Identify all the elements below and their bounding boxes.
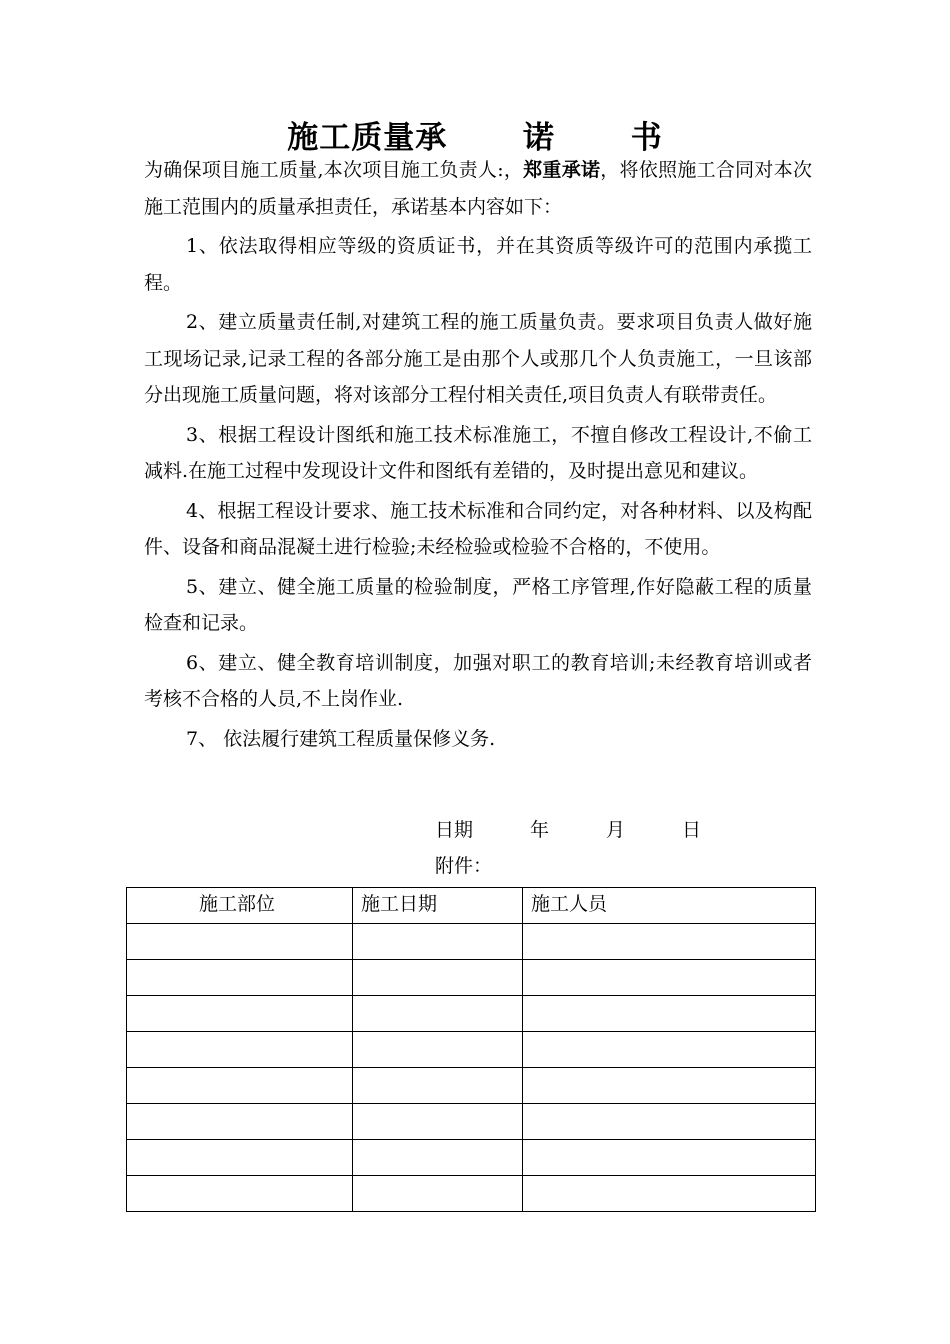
- table-row: [127, 996, 816, 1032]
- table-header-cell: 施工部位: [127, 888, 353, 924]
- table-cell[interactable]: [523, 1032, 816, 1068]
- table-row: [127, 1068, 816, 1104]
- commitment-item-6: 6、建立、健全教育培训制度，加强对职工的教育培训;未经教育培训或者考核不合格的人员,不上岗作业.: [144, 651, 812, 710]
- table-cell[interactable]: [127, 996, 353, 1032]
- table-cell[interactable]: [353, 996, 523, 1032]
- table-cell[interactable]: [127, 1068, 353, 1104]
- intro-paragraph: [144, 152, 812, 225]
- table-cell[interactable]: [353, 1104, 523, 1140]
- table-cell[interactable]: [523, 924, 816, 960]
- table-cell[interactable]: [127, 924, 353, 960]
- table-cell[interactable]: [127, 1140, 353, 1176]
- table-row: [127, 960, 816, 996]
- table-row: [127, 1176, 816, 1212]
- construction-record-table: [126, 887, 816, 1212]
- table-row: [127, 924, 816, 960]
- date-line: 日期 年 月 日: [435, 819, 702, 841]
- table-cell[interactable]: [127, 1176, 353, 1212]
- commitment-item-5: 5、建立、健全施工质量的检验制度，严格工序管理,作好隐蔽工程的质量检查和记录。: [144, 575, 812, 634]
- table-cell[interactable]: [523, 996, 816, 1032]
- table-cell[interactable]: [353, 960, 523, 996]
- table-row: [127, 1140, 816, 1176]
- table-cell[interactable]: [523, 1140, 816, 1176]
- table-cell[interactable]: [353, 924, 523, 960]
- table-header-cell: 施工日期: [353, 888, 523, 924]
- table-cell[interactable]: [127, 960, 353, 996]
- document-body: [144, 152, 812, 757]
- table-row: [127, 1032, 816, 1068]
- table-cell[interactable]: [353, 1032, 523, 1068]
- table-cell[interactable]: [353, 1140, 523, 1176]
- intro-text-after: ，将依照施工合同对本次施工范围内的质量承担责任，承诺基本内容如下：: [144, 159, 812, 218]
- commitment-item-1: 1、依法取得相应等级的资质证书，并在其资质等级许可的范围内承揽工程。: [144, 235, 812, 294]
- table-cell[interactable]: [127, 1104, 353, 1140]
- table-cell[interactable]: [523, 1068, 816, 1104]
- table-cell[interactable]: [523, 960, 816, 996]
- table-cell[interactable]: [127, 1032, 353, 1068]
- table-cell[interactable]: [523, 1176, 816, 1212]
- table-cell[interactable]: [523, 1104, 816, 1140]
- commitment-item-7: 7、 依法履行建筑工程质量保修义务.: [186, 727, 496, 750]
- attachment-label: 附件：: [435, 855, 493, 877]
- commitment-item-2: 2、建立质量责任制,对建筑工程的施工质量负责。要求项目负责人做好施工现场记录,记录工程的各部分施工是由那个人或那几个人负责施工，一旦该部分出现施工质量问题，将对该部分工程付相关责任,项目负责人有联带责任。: [144, 311, 812, 406]
- intro-bold-text: 郑重承诺: [523, 159, 601, 181]
- commitment-item-4: 4、根据工程设计要求、施工技术标准和合同约定，对各种材料、以及构配件、设备和商品混凝土进行检验;未经检验或检验不合格的，不使用。: [144, 499, 812, 558]
- commitment-item-3: 3、根据工程设计图纸和施工技术标准施工，不擅自修改工程设计,不偷工减料.在施工过程中发现设计文件和图纸有差错的，及时提出意见和建议。: [144, 423, 812, 482]
- table-header-row: [127, 888, 816, 924]
- table-cell[interactable]: [353, 1068, 523, 1104]
- document-title: 施工质量承 诺 书: [287, 120, 663, 156]
- table-header-cell: 施工人员: [523, 888, 816, 924]
- table-cell[interactable]: [353, 1176, 523, 1212]
- intro-text-before: 为确保项目施工质量,本次项目施工负责人:，: [144, 159, 524, 181]
- table-row: [127, 1104, 816, 1140]
